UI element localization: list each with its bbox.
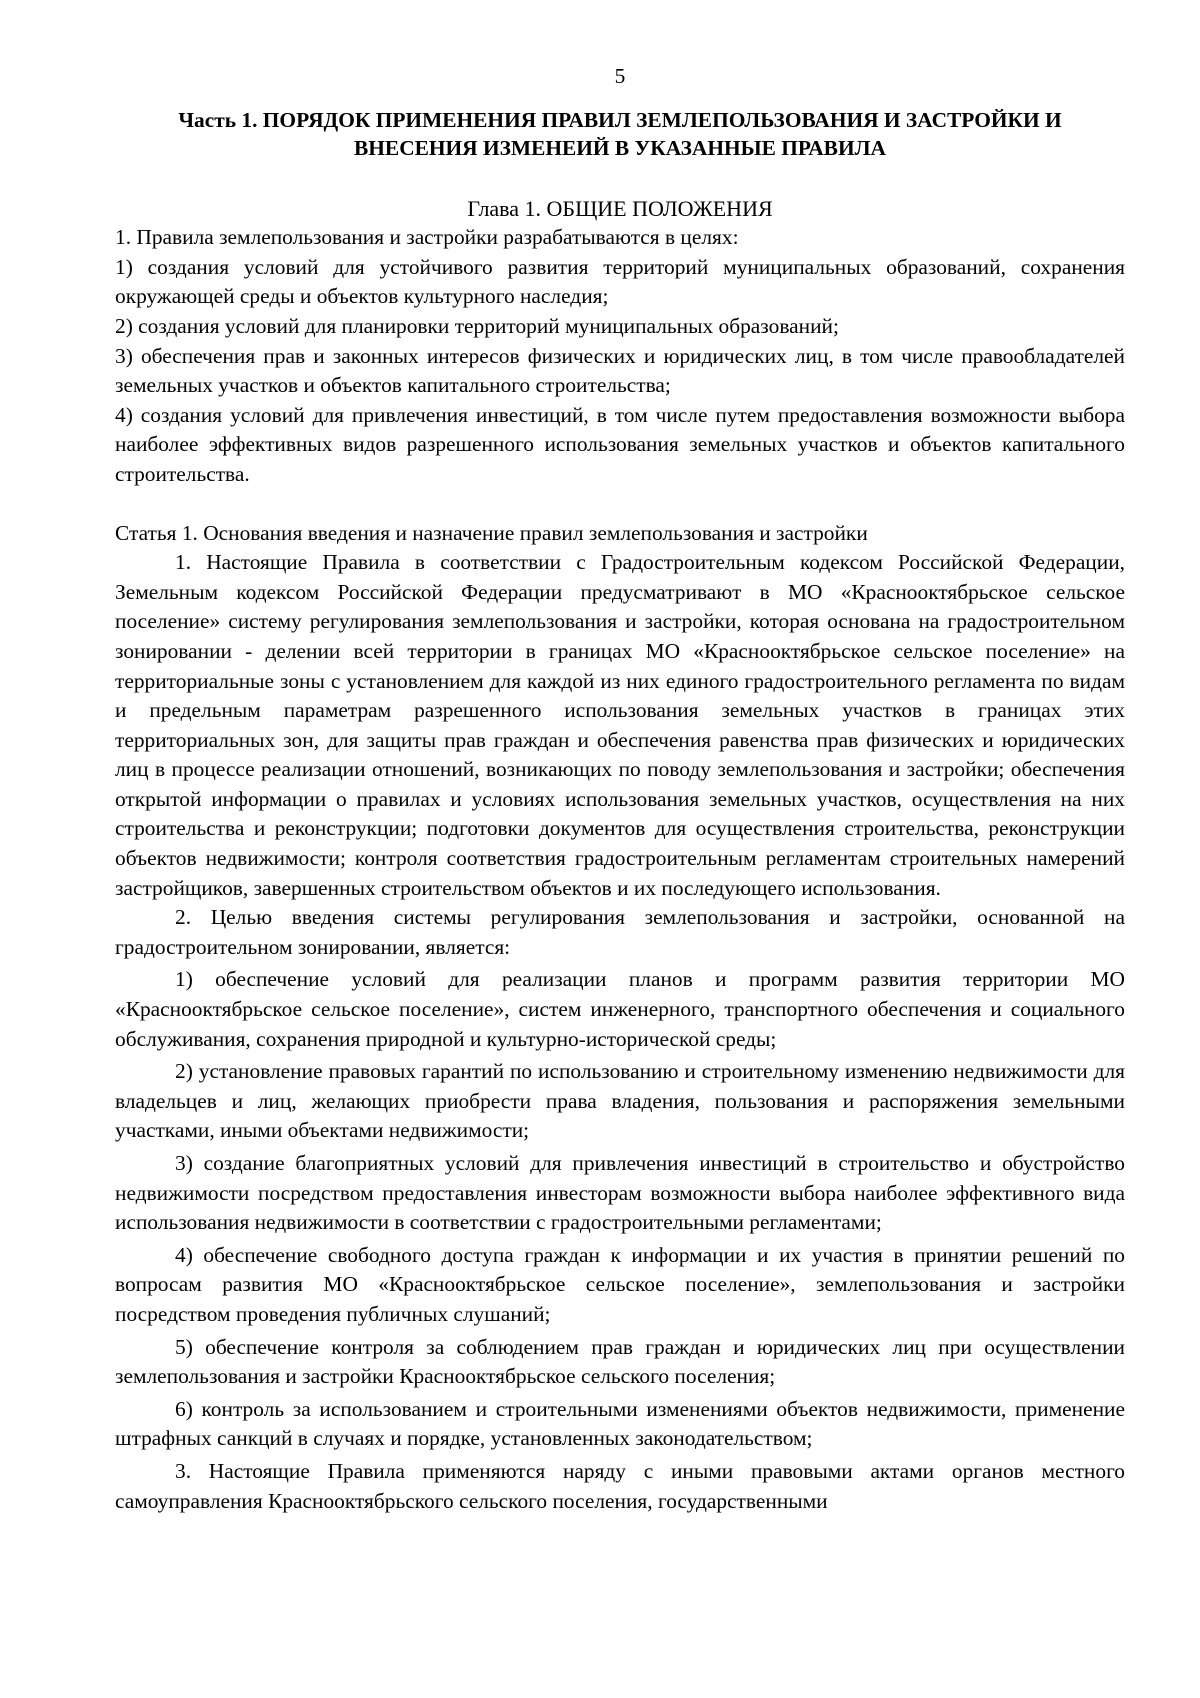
article-paragraph-9: 3. Настоящие Правила применяются наряду с иными правовыми актами органов местного самоуправления Краснооктябрьского сельского поселения, государственными bbox=[115, 1458, 1125, 1513]
chapter-paragraph-2: 1) создания условий для устойчивого развития территорий муниципальных образований, сохранения окружающей среды и объектов культурного наследия; bbox=[115, 254, 1125, 309]
chapter-paragraph-5: 4) создания условий для привлечения инвестиций, в том числе путем предоставления возможности выбора наиболее эффективных видов разрешенного использования земельных участков и объектов капитального строительства. bbox=[115, 402, 1125, 486]
page-number: 5 bbox=[614, 64, 626, 88]
article-paragraph-5: 3) создание благоприятных условий для привлечения инвестиций в строительство и обустройство недвижимости посредством предоставления инвесторам возможности выбора наиболее эффективного вида использования недвижимости в соответствии с градостроительными регламентами; bbox=[115, 1151, 1125, 1235]
article-paragraph-4: 2) установление правовых гарантий по использованию и строительному изменению недвижимости для владельцев и лиц, желающих приобрести права владения, пользования и распоряжения земельными участками, иными объектами недвижимости; bbox=[115, 1059, 1125, 1143]
article-section bbox=[115, 519, 1125, 1517]
part-title-line-2: ВНЕСЕНИЯ ИЗМЕНЕИЙ В УКАЗАННЫЕ ПРАВИЛА bbox=[354, 135, 886, 160]
chapter-title: Глава 1. ОБЩИЕ ПОЛОЖЕНИЯ bbox=[467, 195, 773, 221]
chapter-paragraph-3: 2) создания условий для планировки территорий муниципальных образований; bbox=[115, 313, 839, 338]
article-paragraph-8: 6) контроль за использованием и строительными изменениями объектов недвижимости, применение штрафных санкций в случаях и порядке, установленных законодательством; bbox=[115, 1396, 1125, 1451]
chapter-paragraph-1: 1. Правила землепользования и застройки разрабатываются в целях: bbox=[115, 225, 739, 250]
article-paragraph-7: 5) обеспечение контроля за соблюдением прав граждан и юридических лиц при осуществлении землепользования и застройки Краснооктябрьское сельского поселения; bbox=[115, 1334, 1125, 1389]
chapter-paragraph-4: 3) обеспечения прав и законных интересов физических и юридических лиц, в том числе правообладателей земельных участков и объектов капитального строительства; bbox=[115, 343, 1125, 398]
article-paragraph-2: 2. Целью введения системы регулирования землепользования и застройки, основанной на градостроительном зонировании, является: bbox=[115, 905, 1125, 959]
chapter-section bbox=[115, 223, 1125, 489]
article-paragraph-3: 1) обеспечение условий для реализации планов и программ развития территории МО «Краснооктябрьское сельское поселение», систем инженерного, транспортного обеспечения и социального обслуживания, сохранения природной и культурно-исторической среды; bbox=[115, 967, 1125, 1051]
part-title-line-1: Часть 1. ПОРЯДОК ПРИМЕНЕНИЯ ПРАВИЛ ЗЕМЛЕПОЛЬЗОВАНИЯ И ЗАСТРОЙКИ И bbox=[178, 107, 1062, 132]
article-title: Статья 1. Основания введения и назначение правил землепользования и застройки bbox=[115, 520, 868, 545]
document-page bbox=[115, 62, 1125, 1516]
article-paragraph-1: 1. Настоящие Правила в соответствии с Градостроительным кодексом Российской Федерации, Земельным кодексом Российской Федерации предусматривают в МО «Краснооктябрьское сельское поселение» систему регулирования землепользования и застройки, которая основана на градостроительном зонировании - делении всей территории в границах МО «Краснооктябрьское сельское поселение» на территориальные зоны с установлением для каждой из них единого градостроительного регламента по видам и предельным параметрам разрешенного использования земельных участков в границах этих территориальных зон, для защиты прав граждан и обеспечения равенства прав физических и юридических лиц в процессе реализации отношений, возникающих по поводу землепользования и застройки; обеспечения открытой информации о правилах и условиях использования земельных участков, осуществления на них строительства и реконструкции; подготовки документов для осуществления строительства, реконструкции объектов недвижимости; контроля соответствия градостроительным регламентам строительных намерений застройщиков, завершенных строительством объектов и их последующего использования. bbox=[115, 550, 1125, 900]
article-paragraph-6: 4) обеспечение свободного доступа граждан к информации и их участия в принятии решений по вопросам развития МО «Краснооктябрьское сельское поселение», землепользования и застройки посредством проведения публичных слушаний; bbox=[115, 1242, 1125, 1326]
part-title bbox=[115, 106, 1125, 162]
